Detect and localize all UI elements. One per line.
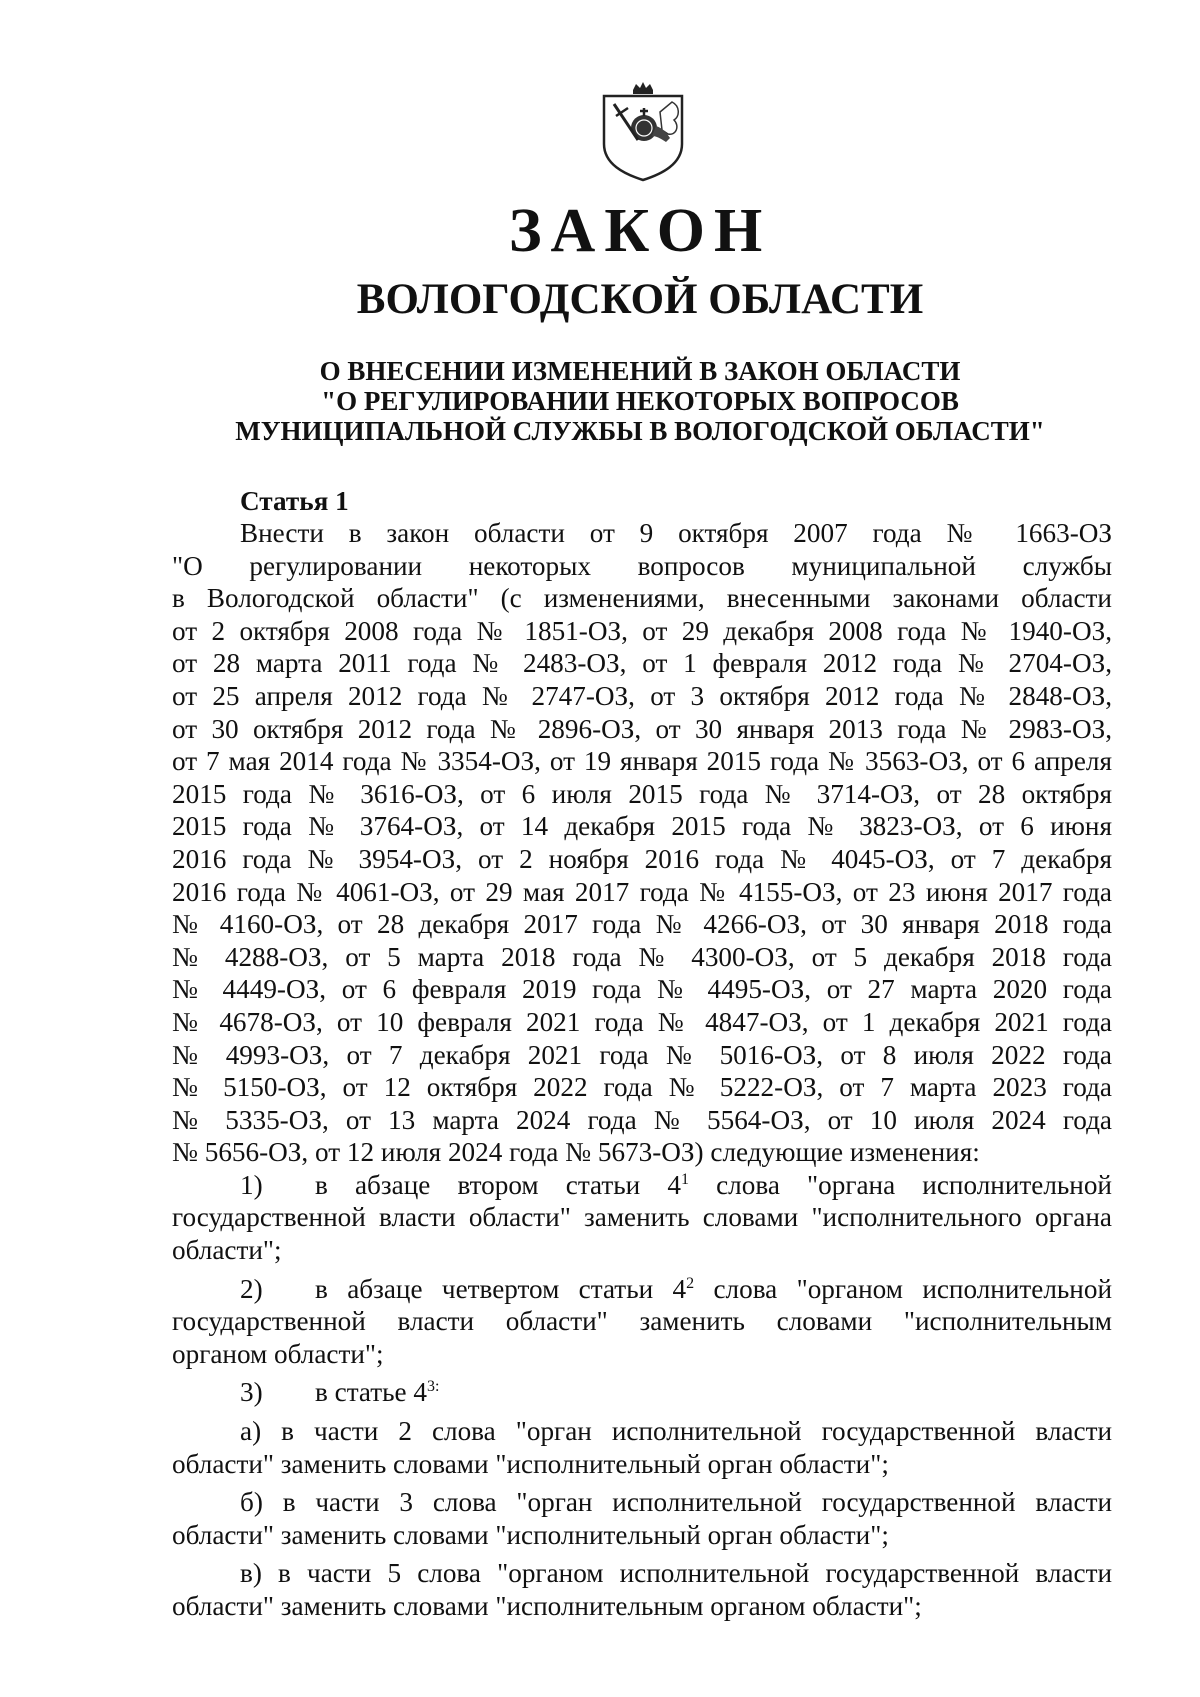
item-text: в абзаце втором статьи 4: [315, 1169, 681, 1200]
text-line: от 30 октября 2012 года № 2896-ОЗ, от 30 января 2013 года № 2983-ОЗ,: [172, 713, 1112, 744]
text-line: от 25 апреля 2012 года № 2747-ОЗ, от 3 октября 2012 года № 2848-ОЗ,: [172, 680, 1112, 711]
subject-line: О ВНЕСЕНИИ ИЗМЕНЕНИЙ В ЗАКОН ОБЛАСТИ: [319, 356, 961, 386]
text-line: в) в части 5 слова "органом исполнительной государственной власти: [240, 1558, 1112, 1589]
text-line: в Вологодской области" (с изменениями, внесенными законами области: [172, 583, 1112, 614]
list-item: [172, 1273, 1112, 1371]
document-subject: [0, 356, 1200, 446]
text-line: Внести в закон области от 9 октября 2007 года № 1663-ОЗ: [240, 518, 1112, 548]
superscript: 1: [680, 1170, 689, 1188]
text-line: от 28 марта 2011 года № 2483-ОЗ, от 1 февраля 2012 года № 2704-ОЗ,: [172, 648, 1112, 679]
text-line: № 4993-ОЗ, от 7 декабря 2021 года № 5016-ОЗ, от 8 июля 2022 года: [172, 1039, 1112, 1070]
text-line: от 2 октября 2008 года № 1851-ОЗ, от 29 декабря 2008 года № 1940-ОЗ,: [172, 615, 1112, 646]
subject-line: "О РЕГУЛИРОВАНИИ НЕКОТОРЫХ ВОПРОСОВ: [321, 386, 959, 416]
text-line: области";: [172, 1235, 282, 1266]
text-line: области" заменить словами "исполнительный орган области";: [172, 1448, 889, 1479]
document-region: ВОЛОГОДСКОЙ ОБЛАСТИ: [356, 276, 924, 323]
article-body: [172, 485, 1112, 1623]
item-text: в абзаце четвертом статьи 4: [315, 1273, 687, 1304]
list-item: [172, 1169, 1112, 1267]
text-line: "О регулировании некоторых вопросов муниципальной службы: [172, 550, 1112, 581]
text-line: [172, 1273, 1112, 1306]
sub-item: [172, 1486, 1112, 1551]
text-line: № 4678-ОЗ, от 10 февраля 2021 года № 4847-ОЗ, от 1 декабря 2021 года: [172, 1006, 1112, 1037]
item-text: слова "органом исполнительной: [694, 1273, 1112, 1304]
text-line: области" заменить словами "исполнительный орган области";: [172, 1519, 889, 1550]
document-title: ЗАКОН: [508, 197, 772, 265]
article-intro: [172, 517, 1112, 1169]
text-line: № 4288-ОЗ, от 5 марта 2018 года № 4300-ОЗ, от 5 декабря 2018 года: [172, 941, 1112, 972]
sub-item: [172, 1415, 1112, 1480]
text-line: органом области";: [172, 1338, 384, 1369]
text-line: № 5150-ОЗ, от 12 октября 2022 года № 5222-ОЗ, от 7 марта 2023 года: [172, 1072, 1112, 1103]
item-text: слова "органа исполнительной: [688, 1169, 1112, 1200]
coat-of-arms-icon: [600, 82, 686, 182]
item-number: 2): [240, 1273, 263, 1304]
text-line: № 4449-ОЗ, от 6 февраля 2019 года № 4495-ОЗ, от 27 марта 2020 года: [172, 974, 1112, 1005]
text-line: 2016 года № 4061-ОЗ, от 29 мая 2017 года № 4155-ОЗ, от 23 июня 2017 года: [172, 876, 1112, 907]
superscript: 3:: [427, 1378, 440, 1396]
item-number: 1): [240, 1169, 263, 1200]
item-number: 3): [240, 1377, 263, 1408]
text-line: б) в части 3 слова "орган исполнительной государственной власти: [240, 1487, 1112, 1518]
text-line: от 7 мая 2014 года № 3354-ОЗ, от 19 января 2015 года № 3563-ОЗ, от 6 апреля: [172, 746, 1112, 777]
text-line: 2015 года № 3764-ОЗ, от 14 декабря 2015 года № 3823-ОЗ, от 6 июня: [172, 811, 1112, 842]
text-line: 2015 года № 3616-ОЗ, от 6 июля 2015 года № 3714-ОЗ, от 28 октября: [172, 778, 1112, 809]
text-line: № 5335-ОЗ, от 13 марта 2024 года № 5564-ОЗ, от 10 июля 2024 года: [172, 1104, 1112, 1135]
sub-item: [172, 1557, 1112, 1622]
list-item: [172, 1376, 1112, 1409]
article-heading: Статья 1: [240, 486, 349, 516]
item-text: в статье 4: [315, 1377, 428, 1408]
text-line: [172, 1376, 1112, 1409]
text-line: 2016 года № 3954-ОЗ, от 2 ноября 2016 года № 4045-ОЗ, от 7 декабря: [172, 843, 1112, 874]
text-line: государственной власти области" заменить словами "исполнительного органа: [172, 1202, 1112, 1233]
text-line: № 5656-ОЗ, от 12 июля 2024 года № 5673-ОЗ) следующие изменения:: [172, 1137, 980, 1168]
text-line: [172, 1169, 1112, 1202]
text-line: а) в части 2 слова "орган исполнительной государственной власти: [240, 1416, 1112, 1447]
superscript: 2: [686, 1274, 695, 1292]
text-line: области" заменить словами "исполнительным органом области";: [172, 1591, 922, 1621]
subject-line: МУНИЦИПАЛЬНОЙ СЛУЖБЫ В ВОЛОГОДСКОЙ ОБЛАСТИ": [235, 416, 1045, 446]
text-line: № 4160-ОЗ, от 28 декабря 2017 года № 4266-ОЗ, от 30 января 2018 года: [172, 909, 1112, 940]
text-line: государственной власти области" заменить словами "исполнительным: [172, 1306, 1112, 1337]
